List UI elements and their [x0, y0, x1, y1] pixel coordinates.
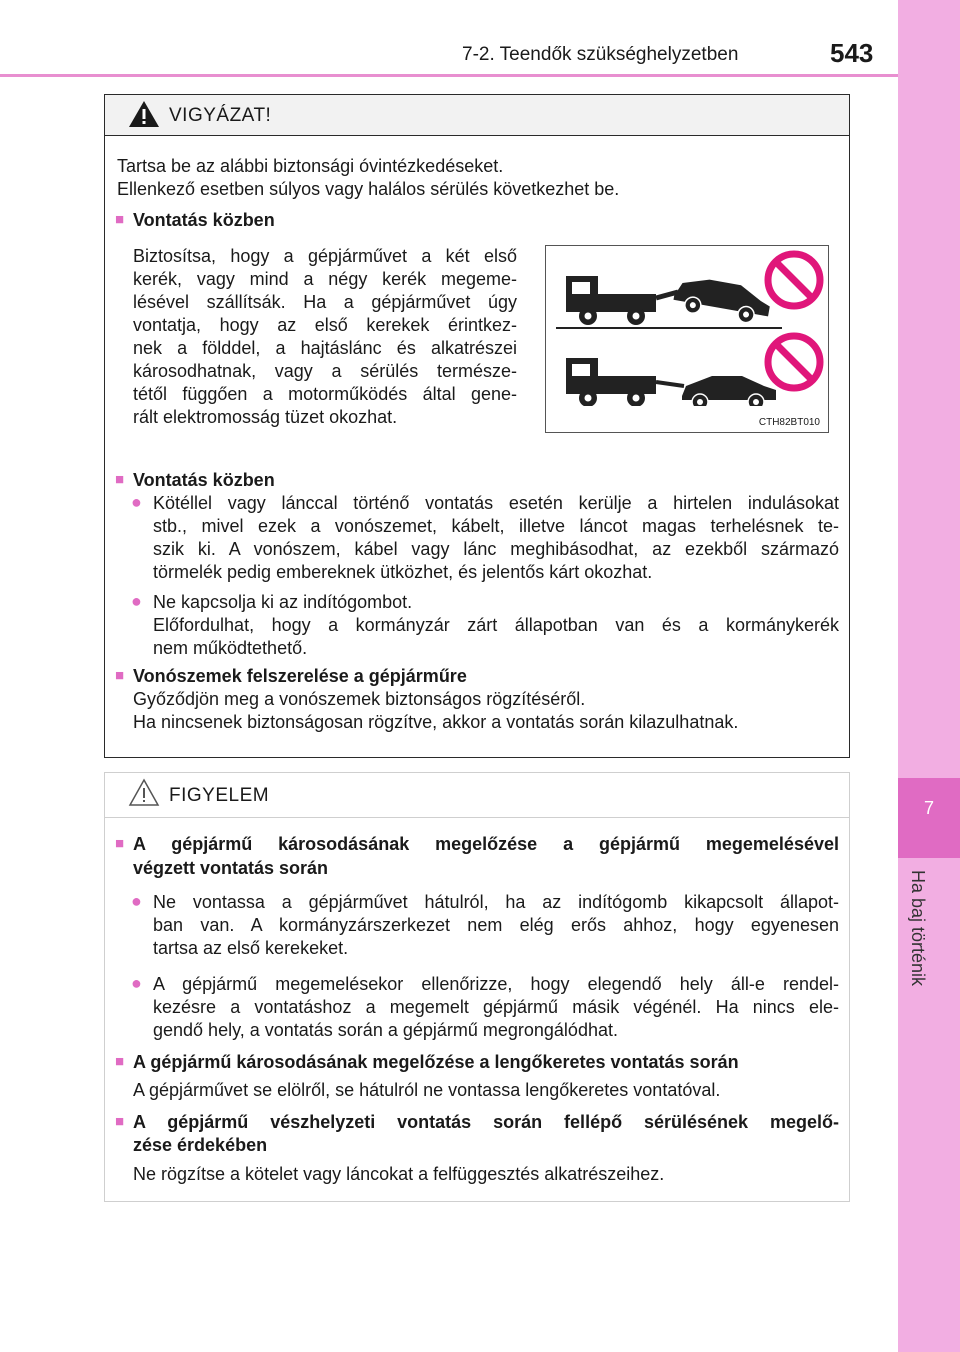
- notice-s1-heading-2: végzett vontatás során: [133, 858, 329, 878]
- notice-header: [105, 773, 849, 818]
- caution-s1-line-5: nek a földdel, a hajtáslánc és alkatrészei: [133, 338, 517, 358]
- square-bullet-icon: ■: [115, 667, 125, 684]
- caution-s2-b1-line-2: stb., mivel ezek a vonószemet, kábelt, illetve láncot magas terhelésnek te-: [153, 516, 839, 536]
- caution-s1-line-7: tétől függően a motorműködés által gene-: [133, 384, 517, 404]
- caution-s2-b2-line-1: Ne kapcsolja ki az indítógombot.: [153, 592, 413, 612]
- towed-car-lower-icon: [682, 376, 776, 406]
- caution-s2-b1-line-3: szik ki. A vonószem, kábel vagy lánc meghibásodhat, az ezekből származó: [153, 539, 839, 559]
- caution-s2-b2-line-2: Előfordulhat, hogy a kormányzár zárt állapotban van és a kormánykerék: [153, 615, 839, 635]
- warning-triangle-icon: [127, 99, 161, 129]
- caution-s1-line-1: Biztosítsa, hogy a gépjárművet a két első: [133, 246, 517, 266]
- caution-title: VIGYÁZAT!: [169, 105, 272, 126]
- header-rule: [0, 74, 898, 77]
- caution-s3-line-1: Győződjön meg a vonószemek biztonságos rögzítéséről.: [133, 689, 586, 709]
- notice-s1-b1-line-1: Ne vontassa a gépjárművet hátulról, ha az indítógomb kikapcsolt állapot-: [153, 892, 839, 912]
- notice-s1-b2-line-3: gendő hely, a vontatás során a gépjármű megrongálódhat.: [153, 1020, 618, 1040]
- round-bullet-icon: ●: [131, 891, 142, 911]
- caution-s1-line-6: károsodhatnak, vagy a sérülés természe-: [133, 361, 517, 381]
- notice-s1-b2-line-2: kezésre a vontatáshoz a megemelt gépjármű másik végénél. Ha nincs ele-: [153, 997, 839, 1017]
- square-bullet-icon: ■: [115, 835, 125, 852]
- notice-s3-text: Ne rögzítse a kötelet vagy láncokat a felfüggesztés alkatrészeihez.: [133, 1164, 665, 1184]
- notice-s1-heading-1: A gépjármű károsodásának megelőzése a gépjármű megemelésével: [133, 834, 839, 854]
- square-bullet-icon: ■: [115, 471, 125, 488]
- caution-s2-heading: Vontatás közben: [133, 470, 275, 490]
- towing-illustration: [545, 245, 829, 433]
- tow-truck-upper-icon: [566, 276, 678, 325]
- prohibition-sign-icon: [768, 254, 820, 306]
- notice-s3-heading-2: zése érdekében: [133, 1135, 268, 1155]
- caution-s3-line-2: Ha nincsenek biztonságosan rögzítve, akkor a vontatás során kilazulhatnak.: [133, 712, 739, 732]
- caution-s2-b1-line-1: Kötéllel vagy lánccal történő vontatás esetén kerülje a hirtelen indulásokat: [153, 493, 839, 513]
- round-bullet-icon: ●: [131, 492, 142, 512]
- caution-s1-heading: Vontatás közben: [133, 210, 275, 230]
- notice-s1-b1-line-3: tartsa az első kerekeket.: [153, 938, 349, 958]
- warning-outline-triangle-icon: [127, 777, 161, 807]
- towing-prohibited-diagram: [546, 246, 827, 406]
- page-number: 543: [830, 38, 874, 68]
- notice-s1-b2-line-1: A gépjármű megemelésekor ellenőrizze, hogy elegendő hely áll-e rendel-: [153, 974, 839, 994]
- caution-s1-line-8: rált elektromosság tüzet okozhat.: [133, 407, 398, 427]
- chapter-side-tab: [898, 0, 960, 1352]
- towed-car-upper-icon: [672, 274, 773, 326]
- round-bullet-icon: ●: [131, 591, 142, 611]
- caution-s2-b2-line-3: nem működtethető.: [153, 638, 308, 658]
- caution-s2-b1-line-4: törmelék pedig embereknek ütközhet, és jelentős kárt okozhat.: [153, 562, 653, 582]
- chapter-title: Ha baj történik: [908, 870, 928, 987]
- notice-s2-heading: A gépjármű károsodásának megelőzése a lengőkeretes vontatás során: [133, 1052, 739, 1072]
- caution-s1-line-2: kerék, vagy mind a négy kerék megeme-: [133, 269, 517, 289]
- caution-s1-line-3: lésével szállítsák. Ha a gépjárművet úgy: [133, 292, 517, 312]
- square-bullet-icon: ■: [115, 1113, 125, 1130]
- figure-code: CTH82BT010: [758, 417, 820, 428]
- chapter-number: 7: [923, 798, 934, 818]
- square-bullet-icon: ■: [115, 1053, 125, 1070]
- caution-intro-1: Tartsa be az alábbi biztonsági óvintézkedéseket.: [117, 156, 504, 176]
- caution-header: [105, 95, 849, 136]
- section-title: 7-2. Teendők szükséghelyzetben: [462, 44, 739, 65]
- caution-s1-line-4: vontatja, hogy az első kerekek érintkez-: [133, 315, 517, 335]
- tow-truck-lower-icon: [566, 358, 684, 406]
- caution-intro-2: Ellenkező esetben súlyos vagy halálos sérülés következhet be.: [117, 179, 620, 199]
- notice-s1-b1-line-2: ban van. A kormányzárszerkezet nem elég erős ahhoz, hogy egyenesen: [153, 915, 839, 935]
- caution-box: [104, 94, 850, 758]
- round-bullet-icon: ●: [131, 973, 142, 993]
- notice-s3-heading-1: A gépjármű vészhelyzeti vontatás során fellépő sérülésének megelő-: [133, 1112, 839, 1132]
- caution-s3-heading: Vonószemek felszerelése a gépjárműre: [133, 666, 467, 686]
- notice-box: [104, 772, 850, 1202]
- notice-s2-text: A gépjárművet se elölről, se hátulról ne vontassa lengőkeretes vontatóval.: [133, 1080, 721, 1100]
- square-bullet-icon: ■: [115, 211, 125, 228]
- notice-title: FIGYELEM: [169, 785, 270, 806]
- prohibition-sign-icon: [768, 336, 820, 388]
